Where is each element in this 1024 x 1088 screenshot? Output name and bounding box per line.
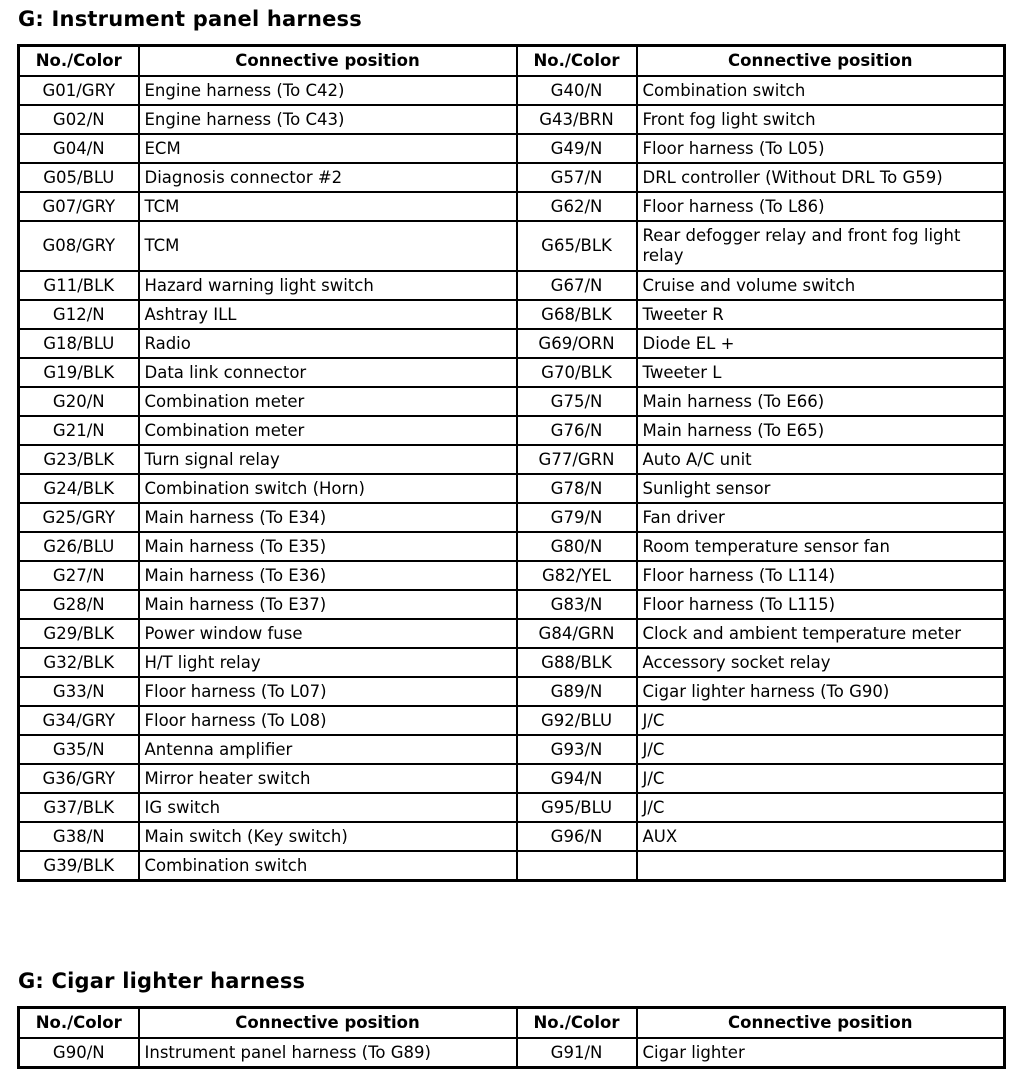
connector-number-color: G01/GRY — [19, 76, 139, 105]
connective-position: Cigar lighter — [637, 1038, 1005, 1068]
connective-position — [637, 851, 1005, 881]
connector-number-color: G21/N — [19, 416, 139, 445]
connective-position: Combination meter — [139, 416, 517, 445]
connector-number-color: G26/BLU — [19, 532, 139, 561]
cigar-lighter-harness-title: G: Cigar lighter harness — [18, 969, 306, 993]
table-row — [19, 1038, 1005, 1068]
connective-position: Floor harness (To L114) — [637, 561, 1005, 590]
connective-position: Tweeter L — [637, 358, 1005, 387]
connective-position: IG switch — [139, 793, 517, 822]
connector-number-color: G93/N — [517, 735, 637, 764]
connector-number-color: G82/YEL — [517, 561, 637, 590]
connective-position: J/C — [637, 706, 1005, 735]
connector-number-color: G37/BLK — [19, 793, 139, 822]
connector-number-color: G27/N — [19, 561, 139, 590]
connective-position: Instrument panel harness (To G89) — [139, 1038, 517, 1068]
connector-number-color: G08/GRY — [19, 221, 139, 271]
connective-position: Front fog light switch — [637, 105, 1005, 134]
connective-position: Hazard warning light switch — [139, 271, 517, 300]
connective-position: Accessory socket relay — [637, 648, 1005, 677]
table-row — [19, 648, 1005, 677]
table-row — [19, 416, 1005, 445]
connector-number-color: G25/GRY — [19, 503, 139, 532]
cigar-lighter-harness-table — [17, 1006, 1006, 1069]
connective-position: Ashtray ILL — [139, 300, 517, 329]
connective-position: Antenna amplifier — [139, 735, 517, 764]
connector-number-color: G94/N — [517, 764, 637, 793]
connector-number-color: G77/GRN — [517, 445, 637, 474]
connective-position: Main harness (To E34) — [139, 503, 517, 532]
connective-position: Main switch (Key switch) — [139, 822, 517, 851]
connective-position: Combination meter — [139, 387, 517, 416]
connector-number-color: G80/N — [517, 532, 637, 561]
connective-position: H/T light relay — [139, 648, 517, 677]
table-row — [19, 735, 1005, 764]
connector-number-color: G76/N — [517, 416, 637, 445]
table-row — [19, 163, 1005, 192]
connector-number-color: G35/N — [19, 735, 139, 764]
connective-position: Data link connector — [139, 358, 517, 387]
table-row — [19, 134, 1005, 163]
header-no-color: No./Color — [517, 1008, 637, 1039]
connector-number-color: G04/N — [19, 134, 139, 163]
connective-position: J/C — [637, 793, 1005, 822]
header-connective-position: Connective position — [139, 46, 517, 77]
connective-position: Radio — [139, 329, 517, 358]
connector-number-color: G02/N — [19, 105, 139, 134]
header-no-color: No./Color — [19, 46, 139, 77]
connector-number-color: G18/BLU — [19, 329, 139, 358]
connective-position: Cigar lighter harness (To G90) — [637, 677, 1005, 706]
table-row — [19, 387, 1005, 416]
connective-position: Floor harness (To L07) — [139, 677, 517, 706]
table-row — [19, 329, 1005, 358]
table-row — [19, 822, 1005, 851]
connector-number-color: G43/BRN — [517, 105, 637, 134]
connector-number-color — [517, 851, 637, 881]
connective-position: TCM — [139, 221, 517, 271]
table-header-row — [19, 1008, 1005, 1039]
connector-number-color: G96/N — [517, 822, 637, 851]
connector-number-color: G23/BLK — [19, 445, 139, 474]
table-row — [19, 619, 1005, 648]
table-row — [19, 677, 1005, 706]
header-connective-position: Connective position — [139, 1008, 517, 1039]
connective-position: Mirror heater switch — [139, 764, 517, 793]
table-row — [19, 358, 1005, 387]
connector-number-color: G95/BLU — [517, 793, 637, 822]
connector-number-color: G83/N — [517, 590, 637, 619]
connective-position: DRL controller (Without DRL To G59) — [637, 163, 1005, 192]
table-row — [19, 561, 1005, 590]
header-connective-position: Connective position — [637, 46, 1005, 77]
instrument-panel-harness-table — [17, 44, 1006, 882]
connective-position: Floor harness (To L08) — [139, 706, 517, 735]
connector-number-color: G28/N — [19, 590, 139, 619]
connector-number-color: G19/BLK — [19, 358, 139, 387]
connector-number-color: G79/N — [517, 503, 637, 532]
connective-position: Fan driver — [637, 503, 1005, 532]
connector-number-color: G88/BLK — [517, 648, 637, 677]
connector-number-color: G91/N — [517, 1038, 637, 1068]
connective-position: Clock and ambient temperature meter — [637, 619, 1005, 648]
connector-number-color: G92/BLU — [517, 706, 637, 735]
header-no-color: No./Color — [19, 1008, 139, 1039]
connective-position: Floor harness (To L115) — [637, 590, 1005, 619]
connective-position: Main harness (To E35) — [139, 532, 517, 561]
instrument-panel-harness-title: G: Instrument panel harness — [18, 7, 362, 31]
table-row — [19, 271, 1005, 300]
connector-number-color: G68/BLK — [517, 300, 637, 329]
connector-number-color: G33/N — [19, 677, 139, 706]
connective-position: Diode EL + — [637, 329, 1005, 358]
connector-number-color: G24/BLK — [19, 474, 139, 503]
table-row — [19, 192, 1005, 221]
connective-position: Turn signal relay — [139, 445, 517, 474]
connector-number-color: G12/N — [19, 300, 139, 329]
table-row — [19, 793, 1005, 822]
table-row — [19, 706, 1005, 735]
connective-position: Room temperature sensor fan — [637, 532, 1005, 561]
connective-position: Cruise and volume switch — [637, 271, 1005, 300]
connective-position: AUX — [637, 822, 1005, 851]
connector-number-color: G34/GRY — [19, 706, 139, 735]
table-row — [19, 851, 1005, 881]
connector-number-color: G05/BLU — [19, 163, 139, 192]
connective-position: Combination switch — [139, 851, 517, 881]
table-row — [19, 532, 1005, 561]
table-row — [19, 590, 1005, 619]
table-row — [19, 76, 1005, 105]
connective-position: Rear defogger relay and front fog light relay — [637, 221, 1005, 271]
connective-position: Floor harness (To L86) — [637, 192, 1005, 221]
table-row — [19, 105, 1005, 134]
connector-number-color: G90/N — [19, 1038, 139, 1068]
connective-position: J/C — [637, 735, 1005, 764]
header-no-color: No./Color — [517, 46, 637, 77]
connector-number-color: G65/BLK — [517, 221, 637, 271]
connector-number-color: G69/ORN — [517, 329, 637, 358]
connector-number-color: G84/GRN — [517, 619, 637, 648]
table-row — [19, 221, 1005, 271]
connective-position: Combination switch — [637, 76, 1005, 105]
connector-number-color: G38/N — [19, 822, 139, 851]
header-connective-position: Connective position — [637, 1008, 1005, 1039]
connective-position: Power window fuse — [139, 619, 517, 648]
connector-number-color: G39/BLK — [19, 851, 139, 881]
connector-number-color: G32/BLK — [19, 648, 139, 677]
table-row — [19, 503, 1005, 532]
connective-position: Tweeter R — [637, 300, 1005, 329]
connective-position: Diagnosis connector #2 — [139, 163, 517, 192]
connective-position: TCM — [139, 192, 517, 221]
connective-position: J/C — [637, 764, 1005, 793]
connector-number-color: G57/N — [517, 163, 637, 192]
connector-number-color: G29/BLK — [19, 619, 139, 648]
connective-position: Main harness (To E66) — [637, 387, 1005, 416]
connector-number-color: G40/N — [517, 76, 637, 105]
connector-number-color: G78/N — [517, 474, 637, 503]
table-row — [19, 445, 1005, 474]
connector-number-color: G62/N — [517, 192, 637, 221]
connective-position: ECM — [139, 134, 517, 163]
connective-position: Combination switch (Horn) — [139, 474, 517, 503]
connective-position: Engine harness (To C42) — [139, 76, 517, 105]
table-row — [19, 474, 1005, 503]
connective-position: Main harness (To E36) — [139, 561, 517, 590]
connective-position: Floor harness (To L05) — [637, 134, 1005, 163]
table-header-row — [19, 46, 1005, 77]
connector-number-color: G20/N — [19, 387, 139, 416]
connector-number-color: G67/N — [517, 271, 637, 300]
connective-position: Engine harness (To C43) — [139, 105, 517, 134]
connector-number-color: G89/N — [517, 677, 637, 706]
connector-number-color: G70/BLK — [517, 358, 637, 387]
connector-number-color: G75/N — [517, 387, 637, 416]
connective-position: Main harness (To E37) — [139, 590, 517, 619]
connector-number-color: G07/GRY — [19, 192, 139, 221]
connector-number-color: G11/BLK — [19, 271, 139, 300]
table-row — [19, 764, 1005, 793]
connective-position: Main harness (To E65) — [637, 416, 1005, 445]
connective-position: Auto A/C unit — [637, 445, 1005, 474]
connector-number-color: G36/GRY — [19, 764, 139, 793]
connective-position: Sunlight sensor — [637, 474, 1005, 503]
connector-number-color: G49/N — [517, 134, 637, 163]
table-row — [19, 300, 1005, 329]
